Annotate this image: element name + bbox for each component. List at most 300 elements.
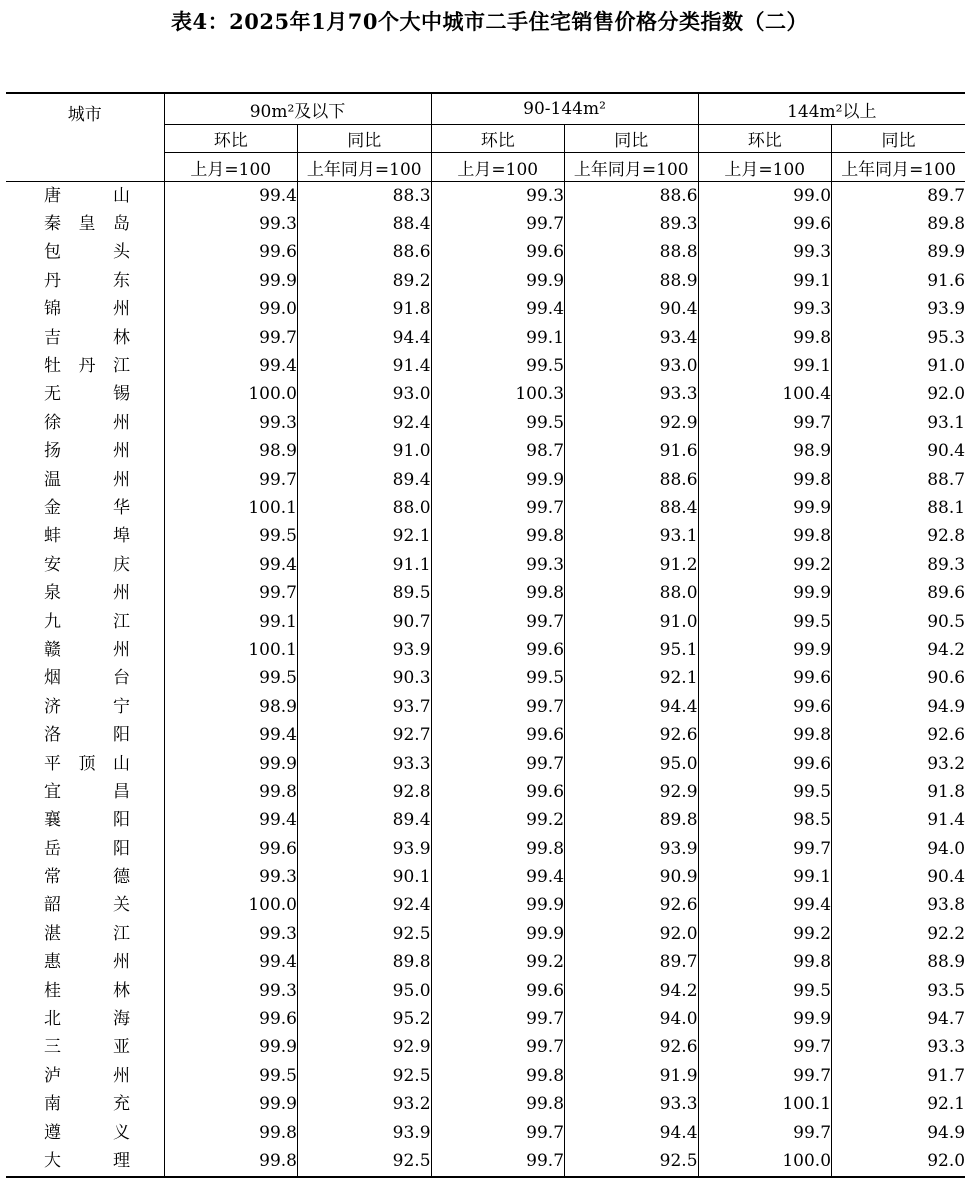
value-cell-mom-90-below: 99.8 bbox=[164, 1119, 298, 1147]
table-row bbox=[6, 267, 965, 295]
value-cell-yoy-90-below: 93.9 bbox=[298, 1119, 432, 1147]
value-cell-mom-144-above: 99.9 bbox=[698, 494, 832, 522]
table-row bbox=[6, 721, 965, 749]
value-cell-yoy-90-below: 88.0 bbox=[298, 494, 432, 522]
value-cell-yoy-144-above: 90.6 bbox=[832, 665, 966, 693]
value-cell-mom-144-above: 99.8 bbox=[698, 466, 832, 494]
table-row bbox=[6, 579, 965, 607]
table-row bbox=[6, 466, 965, 494]
value-cell-mom-90-144: 99.9 bbox=[431, 267, 565, 295]
value-cell-yoy-90-below: 91.8 bbox=[298, 296, 432, 324]
city-name: 平 顶 山 bbox=[44, 753, 130, 774]
table-row bbox=[6, 636, 965, 664]
group-header-90-144: 90-144m² bbox=[431, 93, 698, 125]
value-cell-mom-90-144: 99.9 bbox=[431, 920, 565, 948]
value-cell-yoy-144-above: 91.8 bbox=[832, 778, 966, 806]
value-cell-yoy-90-144: 92.6 bbox=[565, 1034, 699, 1062]
value-cell-mom-90-below: 99.9 bbox=[164, 750, 298, 778]
value-cell-yoy-144-above: 93.5 bbox=[832, 977, 966, 1005]
value-cell-yoy-144-above: 91.7 bbox=[832, 1062, 966, 1090]
value-cell-yoy-90-below: 95.2 bbox=[298, 1005, 432, 1033]
value-cell-yoy-144-above: 89.8 bbox=[832, 210, 966, 238]
value-cell-yoy-90-below: 93.9 bbox=[298, 636, 432, 664]
value-cell-yoy-90-144: 92.9 bbox=[565, 409, 699, 437]
value-cell-mom-144-above: 99.7 bbox=[698, 1119, 832, 1147]
city-name: 赣 州 bbox=[44, 639, 130, 660]
value-cell-yoy-90-144: 93.9 bbox=[565, 835, 699, 863]
value-cell-yoy-144-above: 88.7 bbox=[832, 466, 966, 494]
value-cell-yoy-90-below: 90.7 bbox=[298, 608, 432, 636]
value-cell-yoy-144-above: 94.0 bbox=[832, 835, 966, 863]
value-cell-yoy-90-144: 88.6 bbox=[565, 466, 699, 494]
value-cell-yoy-90-144: 95.1 bbox=[565, 636, 699, 664]
table-row bbox=[6, 1005, 965, 1033]
table-row bbox=[6, 239, 965, 267]
value-cell-mom-144-above: 99.8 bbox=[698, 324, 832, 352]
mom-header: 环比 bbox=[431, 125, 565, 153]
city-name-cell bbox=[6, 750, 164, 778]
city-name: 牡 丹 江 bbox=[44, 356, 130, 377]
table-row bbox=[6, 210, 965, 238]
value-cell-mom-90-144: 99.6 bbox=[431, 239, 565, 267]
value-cell-mom-90-144: 99.8 bbox=[431, 523, 565, 551]
city-name-cell bbox=[6, 949, 164, 977]
value-cell-yoy-90-below: 92.5 bbox=[298, 1147, 432, 1176]
value-cell-mom-90-below: 99.6 bbox=[164, 1005, 298, 1033]
value-cell-mom-144-above: 99.2 bbox=[698, 920, 832, 948]
value-cell-mom-144-above: 99.7 bbox=[698, 835, 832, 863]
yoy-header: 同比 bbox=[298, 125, 432, 153]
city-name: 洛 阳 bbox=[44, 725, 130, 746]
value-cell-mom-90-144: 99.6 bbox=[431, 977, 565, 1005]
value-cell-mom-90-below: 99.3 bbox=[164, 977, 298, 1005]
value-cell-yoy-144-above: 94.9 bbox=[832, 1119, 966, 1147]
value-cell-yoy-90-below: 90.3 bbox=[298, 665, 432, 693]
city-name: 徐 州 bbox=[44, 412, 130, 433]
value-cell-yoy-90-below: 91.4 bbox=[298, 352, 432, 380]
city-name-cell bbox=[6, 494, 164, 522]
table-row bbox=[6, 949, 965, 977]
value-cell-mom-144-above: 99.3 bbox=[698, 296, 832, 324]
value-cell-yoy-90-144: 92.6 bbox=[565, 721, 699, 749]
value-cell-yoy-90-below: 92.8 bbox=[298, 778, 432, 806]
value-cell-yoy-90-below: 92.5 bbox=[298, 920, 432, 948]
mom-base-header: 上月=100 bbox=[164, 153, 298, 182]
value-cell-mom-90-144: 100.3 bbox=[431, 381, 565, 409]
value-cell-mom-90-below: 99.4 bbox=[164, 949, 298, 977]
value-cell-yoy-90-144: 88.9 bbox=[565, 267, 699, 295]
value-cell-yoy-90-144: 92.9 bbox=[565, 778, 699, 806]
city-name: 扬 州 bbox=[44, 441, 130, 462]
yoy-header: 同比 bbox=[565, 125, 699, 153]
city-name: 济 宁 bbox=[44, 696, 130, 717]
value-cell-yoy-90-144: 91.9 bbox=[565, 1062, 699, 1090]
table-header bbox=[6, 93, 965, 182]
value-cell-yoy-144-above: 91.0 bbox=[832, 352, 966, 380]
value-cell-mom-90-144: 99.1 bbox=[431, 324, 565, 352]
value-cell-mom-90-144: 99.5 bbox=[431, 409, 565, 437]
mom-base-header: 上月=100 bbox=[698, 153, 832, 182]
city-name-cell bbox=[6, 466, 164, 494]
table-row bbox=[6, 1147, 965, 1176]
yoy-base-header: 上年同月=100 bbox=[298, 153, 432, 182]
value-cell-yoy-90-144: 93.1 bbox=[565, 523, 699, 551]
value-cell-mom-144-above: 99.6 bbox=[698, 750, 832, 778]
value-cell-mom-90-144: 99.8 bbox=[431, 835, 565, 863]
table-row bbox=[6, 807, 965, 835]
city-name: 北 海 bbox=[44, 1009, 130, 1030]
city-name: 襄 阳 bbox=[44, 810, 130, 831]
value-cell-yoy-144-above: 89.9 bbox=[832, 239, 966, 267]
value-cell-yoy-90-below: 88.4 bbox=[298, 210, 432, 238]
value-cell-yoy-90-below: 90.1 bbox=[298, 863, 432, 891]
value-cell-mom-90-144: 99.7 bbox=[431, 693, 565, 721]
value-cell-yoy-90-144: 89.3 bbox=[565, 210, 699, 238]
city-name: 温 州 bbox=[44, 469, 130, 490]
value-cell-yoy-90-below: 88.3 bbox=[298, 182, 432, 211]
city-name: 金 华 bbox=[44, 497, 130, 518]
value-cell-yoy-90-below: 92.1 bbox=[298, 523, 432, 551]
value-cell-mom-90-below: 99.7 bbox=[164, 579, 298, 607]
value-cell-yoy-90-below: 89.5 bbox=[298, 579, 432, 607]
city-column-header: 城市 bbox=[6, 93, 164, 182]
value-cell-mom-144-above: 99.9 bbox=[698, 1005, 832, 1033]
table-row bbox=[6, 750, 965, 778]
table-row bbox=[6, 182, 965, 211]
city-name: 岳 阳 bbox=[44, 838, 130, 859]
city-name-cell bbox=[6, 1062, 164, 1090]
city-name: 韶 关 bbox=[44, 895, 130, 916]
value-cell-mom-90-144: 99.7 bbox=[431, 494, 565, 522]
value-cell-yoy-90-144: 94.2 bbox=[565, 977, 699, 1005]
value-cell-yoy-90-144: 92.0 bbox=[565, 920, 699, 948]
value-cell-yoy-90-below: 89.4 bbox=[298, 807, 432, 835]
value-cell-yoy-144-above: 93.1 bbox=[832, 409, 966, 437]
value-cell-yoy-144-above: 94.9 bbox=[832, 693, 966, 721]
value-cell-mom-90-144: 99.8 bbox=[431, 579, 565, 607]
value-cell-mom-144-above: 99.8 bbox=[698, 523, 832, 551]
value-cell-mom-90-below: 99.4 bbox=[164, 721, 298, 749]
value-cell-yoy-90-144: 89.7 bbox=[565, 949, 699, 977]
city-name: 秦 皇 岛 bbox=[44, 214, 130, 235]
mom-base-header: 上月=100 bbox=[431, 153, 565, 182]
city-name-cell bbox=[6, 693, 164, 721]
value-cell-mom-90-144: 99.7 bbox=[431, 1005, 565, 1033]
value-cell-yoy-90-144: 93.0 bbox=[565, 352, 699, 380]
table-row bbox=[6, 409, 965, 437]
value-cell-yoy-90-144: 92.5 bbox=[565, 1147, 699, 1176]
value-cell-yoy-90-144: 88.8 bbox=[565, 239, 699, 267]
value-cell-mom-90-144: 99.5 bbox=[431, 352, 565, 380]
table-row bbox=[6, 835, 965, 863]
table-row bbox=[6, 1062, 965, 1090]
city-name: 惠 州 bbox=[44, 952, 130, 973]
table-row bbox=[6, 920, 965, 948]
value-cell-mom-90-below: 99.6 bbox=[164, 835, 298, 863]
value-cell-mom-144-above: 99.7 bbox=[698, 1034, 832, 1062]
city-name-cell bbox=[6, 807, 164, 835]
value-cell-yoy-144-above: 88.9 bbox=[832, 949, 966, 977]
city-name-cell bbox=[6, 863, 164, 891]
value-cell-mom-144-above: 99.8 bbox=[698, 949, 832, 977]
value-cell-yoy-90-144: 93.4 bbox=[565, 324, 699, 352]
value-cell-mom-90-144: 99.6 bbox=[431, 778, 565, 806]
city-name: 湛 江 bbox=[44, 923, 130, 944]
value-cell-yoy-90-144: 93.3 bbox=[565, 1091, 699, 1119]
value-cell-mom-90-144: 99.8 bbox=[431, 1062, 565, 1090]
value-cell-mom-90-below: 99.7 bbox=[164, 324, 298, 352]
value-cell-mom-90-144: 99.9 bbox=[431, 892, 565, 920]
table-body bbox=[6, 182, 965, 1177]
value-cell-yoy-144-above: 94.7 bbox=[832, 1005, 966, 1033]
value-cell-mom-90-144: 99.9 bbox=[431, 466, 565, 494]
city-name: 南 充 bbox=[44, 1094, 130, 1115]
value-cell-mom-90-144: 99.2 bbox=[431, 949, 565, 977]
value-cell-yoy-90-below: 89.2 bbox=[298, 267, 432, 295]
table-row bbox=[6, 352, 965, 380]
value-cell-yoy-90-below: 89.8 bbox=[298, 949, 432, 977]
value-cell-mom-144-above: 99.5 bbox=[698, 608, 832, 636]
value-cell-mom-144-above: 99.2 bbox=[698, 551, 832, 579]
city-name-cell bbox=[6, 977, 164, 1005]
city-name-cell bbox=[6, 182, 164, 211]
value-cell-mom-90-below: 99.1 bbox=[164, 608, 298, 636]
city-name-cell bbox=[6, 778, 164, 806]
value-cell-yoy-144-above: 92.0 bbox=[832, 1147, 966, 1176]
value-cell-mom-144-above: 99.6 bbox=[698, 210, 832, 238]
value-cell-yoy-90-below: 95.0 bbox=[298, 977, 432, 1005]
value-cell-mom-90-below: 100.1 bbox=[164, 636, 298, 664]
value-cell-mom-144-above: 100.1 bbox=[698, 1091, 832, 1119]
value-cell-mom-144-above: 99.9 bbox=[698, 636, 832, 664]
city-name-cell bbox=[6, 1034, 164, 1062]
city-name-cell bbox=[6, 210, 164, 238]
city-name: 蚌 埠 bbox=[44, 526, 130, 547]
yoy-header: 同比 bbox=[832, 125, 966, 153]
city-name-cell bbox=[6, 409, 164, 437]
value-cell-yoy-90-below: 93.2 bbox=[298, 1091, 432, 1119]
city-name-cell bbox=[6, 438, 164, 466]
group-header-144-and-above: 144m²以上 bbox=[698, 93, 965, 125]
value-cell-yoy-90-144: 91.2 bbox=[565, 551, 699, 579]
value-cell-yoy-90-144: 94.4 bbox=[565, 693, 699, 721]
table-row bbox=[6, 1119, 965, 1147]
table-row bbox=[6, 551, 965, 579]
value-cell-yoy-90-144: 94.0 bbox=[565, 1005, 699, 1033]
city-name: 丹 东 bbox=[44, 270, 130, 291]
page-title: 表4：2025年1月70个大中城市二手住宅销售价格分类指数（二） bbox=[171, 9, 808, 34]
value-cell-yoy-90-144: 90.4 bbox=[565, 296, 699, 324]
value-cell-mom-144-above: 99.1 bbox=[698, 352, 832, 380]
value-cell-mom-144-above: 100.4 bbox=[698, 381, 832, 409]
value-cell-yoy-90-below: 92.4 bbox=[298, 892, 432, 920]
value-cell-mom-144-above: 99.1 bbox=[698, 267, 832, 295]
value-cell-yoy-90-below: 89.4 bbox=[298, 466, 432, 494]
value-cell-yoy-90-144: 89.8 bbox=[565, 807, 699, 835]
value-cell-mom-90-144: 99.5 bbox=[431, 665, 565, 693]
value-cell-mom-90-below: 99.6 bbox=[164, 239, 298, 267]
value-cell-mom-90-below: 99.3 bbox=[164, 409, 298, 437]
value-cell-yoy-144-above: 93.3 bbox=[832, 1034, 966, 1062]
table-row bbox=[6, 523, 965, 551]
value-cell-yoy-144-above: 92.0 bbox=[832, 381, 966, 409]
value-cell-mom-90-144: 99.7 bbox=[431, 1147, 565, 1176]
city-name: 遵 义 bbox=[44, 1122, 130, 1143]
value-cell-mom-90-144: 99.6 bbox=[431, 636, 565, 664]
yoy-base-header: 上年同月=100 bbox=[832, 153, 966, 182]
value-cell-mom-144-above: 99.6 bbox=[698, 665, 832, 693]
value-cell-mom-90-144: 99.6 bbox=[431, 721, 565, 749]
city-name: 吉 林 bbox=[44, 327, 130, 348]
value-cell-mom-90-144: 99.4 bbox=[431, 296, 565, 324]
value-cell-mom-90-below: 99.9 bbox=[164, 267, 298, 295]
city-name: 安 庆 bbox=[44, 554, 130, 575]
value-cell-mom-90-below: 99.5 bbox=[164, 665, 298, 693]
value-cell-mom-144-above: 98.9 bbox=[698, 438, 832, 466]
value-cell-yoy-90-below: 92.4 bbox=[298, 409, 432, 437]
value-cell-mom-90-below: 99.5 bbox=[164, 523, 298, 551]
value-cell-yoy-90-below: 94.4 bbox=[298, 324, 432, 352]
value-cell-yoy-144-above: 93.9 bbox=[832, 296, 966, 324]
city-name-cell bbox=[6, 296, 164, 324]
table-row bbox=[6, 494, 965, 522]
city-name-cell bbox=[6, 1119, 164, 1147]
city-name-cell bbox=[6, 551, 164, 579]
value-cell-yoy-144-above: 92.6 bbox=[832, 721, 966, 749]
value-cell-mom-90-below: 99.3 bbox=[164, 210, 298, 238]
value-cell-yoy-144-above: 90.4 bbox=[832, 863, 966, 891]
value-cell-mom-90-below: 99.4 bbox=[164, 182, 298, 211]
value-cell-mom-90-below: 99.0 bbox=[164, 296, 298, 324]
city-name-cell bbox=[6, 892, 164, 920]
value-cell-mom-144-above: 99.7 bbox=[698, 409, 832, 437]
city-name-cell bbox=[6, 267, 164, 295]
value-cell-mom-144-above: 99.7 bbox=[698, 1062, 832, 1090]
value-cell-yoy-90-144: 88.0 bbox=[565, 579, 699, 607]
city-name-cell bbox=[6, 835, 164, 863]
value-cell-mom-144-above: 99.5 bbox=[698, 778, 832, 806]
table-row bbox=[6, 1034, 965, 1062]
city-name: 泉 州 bbox=[44, 583, 130, 604]
value-cell-yoy-90-below: 93.9 bbox=[298, 835, 432, 863]
value-cell-yoy-90-below: 91.1 bbox=[298, 551, 432, 579]
value-cell-mom-144-above: 99.6 bbox=[698, 693, 832, 721]
value-cell-yoy-90-below: 93.0 bbox=[298, 381, 432, 409]
value-cell-yoy-144-above: 91.6 bbox=[832, 267, 966, 295]
value-cell-yoy-144-above: 90.4 bbox=[832, 438, 966, 466]
value-cell-mom-144-above: 99.0 bbox=[698, 182, 832, 211]
city-name-cell bbox=[6, 1147, 164, 1176]
value-cell-mom-90-below: 99.4 bbox=[164, 807, 298, 835]
table-row bbox=[6, 1091, 965, 1119]
value-cell-yoy-144-above: 91.4 bbox=[832, 807, 966, 835]
value-cell-yoy-90-below: 92.5 bbox=[298, 1062, 432, 1090]
value-cell-mom-90-below: 99.4 bbox=[164, 551, 298, 579]
mom-header: 环比 bbox=[698, 125, 832, 153]
value-cell-yoy-90-below: 93.3 bbox=[298, 750, 432, 778]
table-row bbox=[6, 438, 965, 466]
value-cell-yoy-90-144: 94.4 bbox=[565, 1119, 699, 1147]
value-cell-mom-90-144: 99.4 bbox=[431, 863, 565, 891]
value-cell-mom-90-144: 99.3 bbox=[431, 182, 565, 211]
value-cell-mom-90-below: 99.8 bbox=[164, 778, 298, 806]
city-name: 宜 昌 bbox=[44, 781, 130, 802]
value-cell-mom-90-below: 98.9 bbox=[164, 438, 298, 466]
value-cell-mom-90-below: 98.9 bbox=[164, 693, 298, 721]
mom-header: 环比 bbox=[164, 125, 298, 153]
value-cell-mom-144-above: 99.4 bbox=[698, 892, 832, 920]
value-cell-yoy-144-above: 94.2 bbox=[832, 636, 966, 664]
value-cell-mom-90-144: 99.8 bbox=[431, 1091, 565, 1119]
table-row bbox=[6, 693, 965, 721]
city-name: 常 德 bbox=[44, 867, 130, 888]
city-name-cell bbox=[6, 665, 164, 693]
value-cell-mom-90-144: 99.2 bbox=[431, 807, 565, 835]
city-name: 大 理 bbox=[44, 1150, 130, 1171]
value-cell-yoy-90-144: 90.9 bbox=[565, 863, 699, 891]
value-cell-yoy-144-above: 90.5 bbox=[832, 608, 966, 636]
value-cell-yoy-90-144: 92.6 bbox=[565, 892, 699, 920]
value-cell-mom-144-above: 99.1 bbox=[698, 863, 832, 891]
city-name-cell bbox=[6, 352, 164, 380]
city-name: 三 亚 bbox=[44, 1037, 130, 1058]
value-cell-mom-90-144: 99.7 bbox=[431, 750, 565, 778]
value-cell-mom-90-144: 99.3 bbox=[431, 551, 565, 579]
city-name: 九 江 bbox=[44, 611, 130, 632]
price-index-table bbox=[6, 92, 965, 1178]
city-name: 泸 州 bbox=[44, 1065, 130, 1086]
table-row bbox=[6, 608, 965, 636]
value-cell-yoy-144-above: 89.6 bbox=[832, 579, 966, 607]
group-header-90-and-below: 90m²及以下 bbox=[164, 93, 431, 125]
value-cell-yoy-144-above: 92.2 bbox=[832, 920, 966, 948]
value-cell-mom-90-below: 100.1 bbox=[164, 494, 298, 522]
value-cell-mom-90-below: 99.5 bbox=[164, 1062, 298, 1090]
value-cell-mom-90-below: 99.3 bbox=[164, 920, 298, 948]
city-name-cell bbox=[6, 324, 164, 352]
value-cell-yoy-144-above: 92.1 bbox=[832, 1091, 966, 1119]
value-cell-yoy-90-144: 88.4 bbox=[565, 494, 699, 522]
value-cell-yoy-90-144: 88.6 bbox=[565, 182, 699, 211]
value-cell-mom-90-below: 100.0 bbox=[164, 381, 298, 409]
table-row bbox=[6, 381, 965, 409]
city-name-cell bbox=[6, 1005, 164, 1033]
value-cell-mom-90-144: 99.7 bbox=[431, 1034, 565, 1062]
value-cell-mom-90-below: 99.7 bbox=[164, 466, 298, 494]
value-cell-yoy-90-below: 91.0 bbox=[298, 438, 432, 466]
value-cell-yoy-144-above: 95.3 bbox=[832, 324, 966, 352]
city-name-cell bbox=[6, 1091, 164, 1119]
value-cell-mom-144-above: 99.5 bbox=[698, 977, 832, 1005]
city-name: 烟 台 bbox=[44, 668, 130, 689]
city-name: 包 头 bbox=[44, 242, 130, 263]
value-cell-mom-90-below: 99.9 bbox=[164, 1034, 298, 1062]
city-name-cell bbox=[6, 523, 164, 551]
city-name-cell bbox=[6, 636, 164, 664]
value-cell-mom-90-below: 99.3 bbox=[164, 863, 298, 891]
value-cell-yoy-90-144: 91.0 bbox=[565, 608, 699, 636]
value-cell-mom-90-below: 100.0 bbox=[164, 892, 298, 920]
city-name-cell bbox=[6, 608, 164, 636]
table-row bbox=[6, 296, 965, 324]
table-row bbox=[6, 892, 965, 920]
city-name: 唐 山 bbox=[44, 185, 130, 206]
city-name-cell bbox=[6, 920, 164, 948]
value-cell-yoy-90-144: 95.0 bbox=[565, 750, 699, 778]
value-cell-yoy-90-below: 92.7 bbox=[298, 721, 432, 749]
value-cell-mom-144-above: 100.0 bbox=[698, 1147, 832, 1176]
value-cell-mom-144-above: 99.9 bbox=[698, 579, 832, 607]
